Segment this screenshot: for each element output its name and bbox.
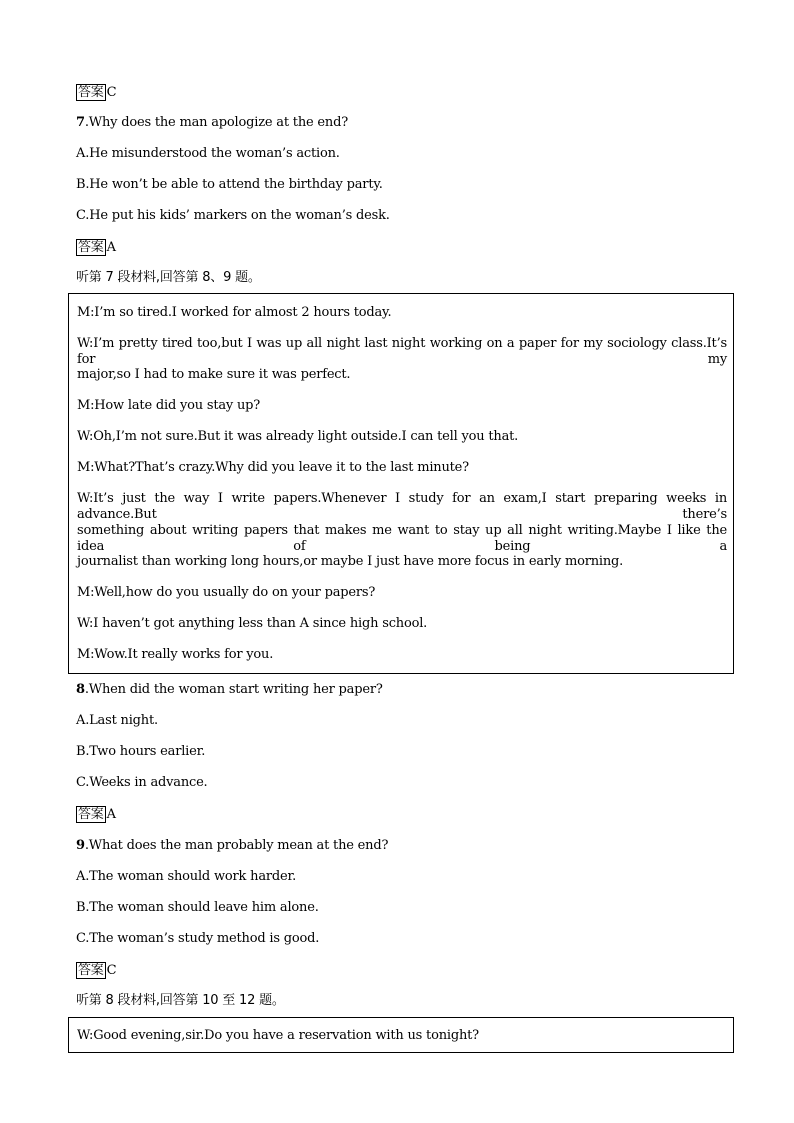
question-number: 8: [76, 682, 85, 697]
question-text: .When did the woman start writing her paper?: [84, 682, 383, 697]
q9-stem: [76, 838, 388, 854]
question-text: .What does the man probably mean at the end?: [84, 838, 389, 853]
answer-label: 答案: [78, 807, 104, 822]
q8-answer: [76, 806, 116, 823]
q8-option-b: B.Two hours earlier.: [76, 744, 206, 759]
q9-answer: [76, 962, 116, 979]
answer-value: A: [106, 240, 116, 255]
dialogue-line: M:Well,how do you usually do on your papers?: [77, 585, 376, 600]
section8-intro: 听第 8 段材料,回答第 10 至 12 题。: [76, 993, 285, 1008]
answer-value: C: [106, 963, 117, 978]
section7-intro: 听第 7 段材料,回答第 8、9 题。: [76, 270, 261, 285]
dialogue8-box: [68, 1017, 734, 1053]
answer-label: 答案: [78, 240, 104, 255]
dialogue7-box: [68, 293, 734, 674]
q9-option-a: A.The woman should work harder.: [76, 869, 297, 884]
answer-label: 答案: [78, 85, 104, 100]
q8-option-c: C.Weeks in advance.: [76, 775, 208, 790]
dialogue-line: W:It’s just the way I write papers.Whenever I study for an exam,I start preparing weeks in advance.But there’s: [77, 491, 727, 522]
q7-option-c: C.He put his kids’ markers on the woman’s desk.: [76, 208, 390, 223]
q9-option-c: C.The woman’s study method is good.: [76, 931, 320, 946]
dialogue-line: W:I’m pretty tired too,but I was up all night last night working on a paper for my sociology class.It’s for my: [77, 336, 727, 367]
question-number: 7: [76, 115, 85, 130]
dialogue-line: journalist than working long hours,or maybe I just have more focus in early morning.: [77, 554, 624, 569]
question-number: 9: [76, 838, 85, 853]
dialogue-line: W:I haven’t got anything less than A since high school.: [77, 616, 428, 631]
dialogue-line: M:What?That’s crazy.Why did you leave it to the last minute?: [77, 460, 469, 475]
dialogue-line: W:Good evening,sir.Do you have a reservation with us tonight?: [77, 1028, 479, 1043]
q7-option-b: B.He won’t be able to attend the birthday party.: [76, 177, 383, 192]
dialogue-line: M:I’m so tired.I worked for almost 2 hours today.: [77, 305, 392, 320]
answer-label: 答案: [78, 963, 104, 978]
q8-stem: [76, 682, 383, 698]
dialogue-line: M:Wow.It really works for you.: [77, 647, 274, 662]
q8-option-a: A.Last night.: [76, 713, 158, 728]
q7-stem: [76, 115, 348, 131]
q9-option-b: B.The woman should leave him alone.: [76, 900, 319, 915]
dialogue-line: major,so I had to make sure it was perfect.: [77, 367, 351, 382]
dialogue-line: something about writing papers that makes me want to stay up all night writing.Maybe I like the idea of being a: [77, 523, 727, 554]
dialogue-line: M:How late did you stay up?: [77, 398, 261, 413]
answer-value: A: [106, 807, 116, 822]
q7-answer: [76, 239, 116, 256]
dialogue-line: W:Oh,I’m not sure.But it was already light outside.I can tell you that.: [77, 429, 519, 444]
question-text: .Why does the man apologize at the end?: [84, 115, 348, 130]
q6-answer: [76, 84, 116, 101]
answer-value: C: [106, 85, 117, 100]
q7-option-a: A.He misunderstood the woman’s action.: [76, 146, 340, 161]
